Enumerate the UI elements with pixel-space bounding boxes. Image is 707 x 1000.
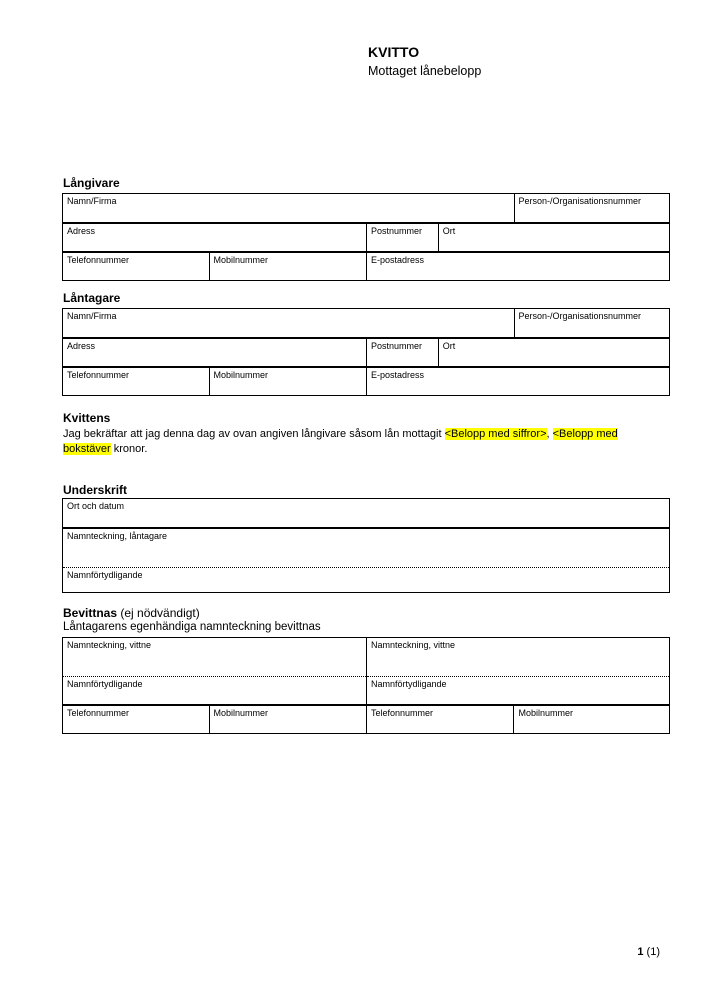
signature-box: [62, 528, 670, 593]
field-label: Namnförtydligande: [371, 679, 447, 689]
field-area: [63, 499, 669, 511]
field-label: Telefonnummer: [67, 370, 130, 380]
field-label: Ort: [442, 341, 456, 351]
field-witness1-namnteckning[interactable]: [63, 638, 366, 676]
field-label: Namn/Firma: [67, 196, 117, 206]
field-label: Telefonnummer: [370, 708, 434, 718]
document-title: KVITTO: [368, 44, 420, 60]
field-label: E-postadress: [370, 255, 425, 265]
field-label: Postnummer: [371, 341, 423, 351]
field-label: Namnförtydligande: [67, 570, 143, 580]
field-witness2-namnteckning[interactable]: [367, 638, 669, 676]
field-namnfortydligande[interactable]: [63, 567, 669, 592]
section-heading-bevittnas: [63, 606, 200, 620]
field-langivare-epostadress[interactable]: [366, 253, 669, 280]
field-lantagare-adress[interactable]: [63, 339, 366, 366]
field-langivare-namn-firma[interactable]: [63, 194, 514, 222]
section-heading-langivare: Långivare: [63, 176, 120, 190]
witness-phone-row: [62, 705, 670, 734]
form-table-lantagare: [62, 308, 670, 396]
table-row: [62, 193, 670, 223]
field-witness2-telefonnummer[interactable]: [366, 706, 514, 733]
field-langivare-adress[interactable]: [63, 224, 366, 251]
field-label: Namnförtydligande: [67, 679, 143, 689]
page-total: (1): [646, 946, 660, 958]
field-label: Telefonnummer: [67, 708, 130, 718]
kvittens-text-before: Jag bekräftar att jag denna dag av ovan angiven långivare såsom lån mottagit: [63, 428, 445, 440]
field-label: Adress: [67, 341, 96, 351]
table-row: [62, 308, 670, 338]
witness-1-column: [63, 638, 366, 704]
field-lantagare-person-org[interactable]: [514, 309, 669, 337]
table-row: [62, 252, 670, 281]
section-heading-lantagare: Låntagare: [63, 291, 121, 305]
field-witness1-namnfortydligande[interactable]: [63, 676, 366, 704]
field-lantagare-mobilnummer[interactable]: [209, 368, 366, 395]
field-label: Person-/Organisationsnummer: [518, 196, 642, 206]
field-label: Namnteckning, vittne: [67, 640, 152, 650]
field-label: Telefonnummer: [67, 255, 130, 265]
field-lantagare-telefonnummer[interactable]: [63, 368, 209, 395]
field-label: Mobilnummer: [518, 708, 573, 718]
heading-note: (ej nödvändigt): [117, 606, 200, 620]
field-label: Adress: [67, 226, 96, 236]
placeholder-belopp-siffror: <Belopp med siffror>: [444, 428, 547, 440]
table-row: [62, 338, 670, 367]
field-lantagare-postnummer[interactable]: [366, 339, 438, 366]
field-label: Mobilnummer: [213, 255, 269, 265]
field-langivare-postnummer[interactable]: [366, 224, 438, 251]
table-row: [62, 223, 670, 252]
field-langivare-telefonnummer[interactable]: [63, 253, 209, 280]
section-heading-underskrift: Underskrift: [63, 483, 128, 497]
field-label: Ort: [442, 226, 456, 236]
document-subtitle: Mottaget lånebelopp: [368, 63, 482, 78]
bevittnas-subtext: Låntagarens egenhändiga namnteckning bevittnas: [63, 621, 321, 633]
field-label: Ort och datum: [67, 501, 125, 511]
page-number: [62, 946, 660, 958]
section-heading-kvittens: Kvittens: [63, 411, 111, 425]
field-lantagare-ort[interactable]: [438, 339, 669, 366]
kvittens-comma: ,: [546, 428, 553, 440]
field-label: E-postadress: [370, 370, 425, 380]
table-row: [62, 367, 670, 396]
field-label: Person-/Organisationsnummer: [518, 311, 642, 321]
field-ort-och-datum[interactable]: [62, 498, 670, 528]
kvittens-paragraph: [63, 427, 675, 456]
field-label: Postnummer: [371, 226, 423, 236]
field-langivare-mobilnummer[interactable]: [209, 253, 366, 280]
witness-signature-row: [62, 637, 670, 705]
field-namnteckning-lantagare[interactable]: [63, 529, 669, 567]
bevittnas-table: [62, 637, 670, 734]
title-block: [368, 44, 481, 79]
field-langivare-ort[interactable]: [438, 224, 669, 251]
field-witness1-telefonnummer[interactable]: [63, 706, 209, 733]
kvittens-text-after: kronor.: [110, 442, 148, 455]
field-label: Namn/Firma: [67, 311, 117, 321]
field-witness2-namnfortydligande[interactable]: [367, 676, 669, 704]
placeholder-belopp-bokstaver-end: bokstäver: [63, 442, 111, 455]
field-label: Mobilnummer: [213, 370, 269, 380]
form-table-langivare: [62, 193, 670, 281]
field-witness1-mobilnummer[interactable]: [209, 706, 366, 733]
field-lantagare-epostadress[interactable]: [366, 368, 669, 395]
field-witness2-mobilnummer[interactable]: [513, 706, 668, 733]
field-langivare-person-org[interactable]: [514, 194, 669, 222]
heading-text: Bevittnas: [63, 606, 118, 620]
field-lantagare-namn-firma[interactable]: [63, 309, 514, 337]
field-label: Mobilnummer: [213, 708, 269, 718]
field-label: Namnteckning, låntagare: [67, 531, 168, 541]
placeholder-belopp-bokstaver-start: <Belopp med: [552, 428, 618, 440]
witness-2-column: [366, 638, 669, 704]
page-current: 1: [637, 946, 644, 958]
field-label: Namnteckning, vittne: [371, 640, 456, 650]
underskrift-table: [62, 498, 670, 593]
